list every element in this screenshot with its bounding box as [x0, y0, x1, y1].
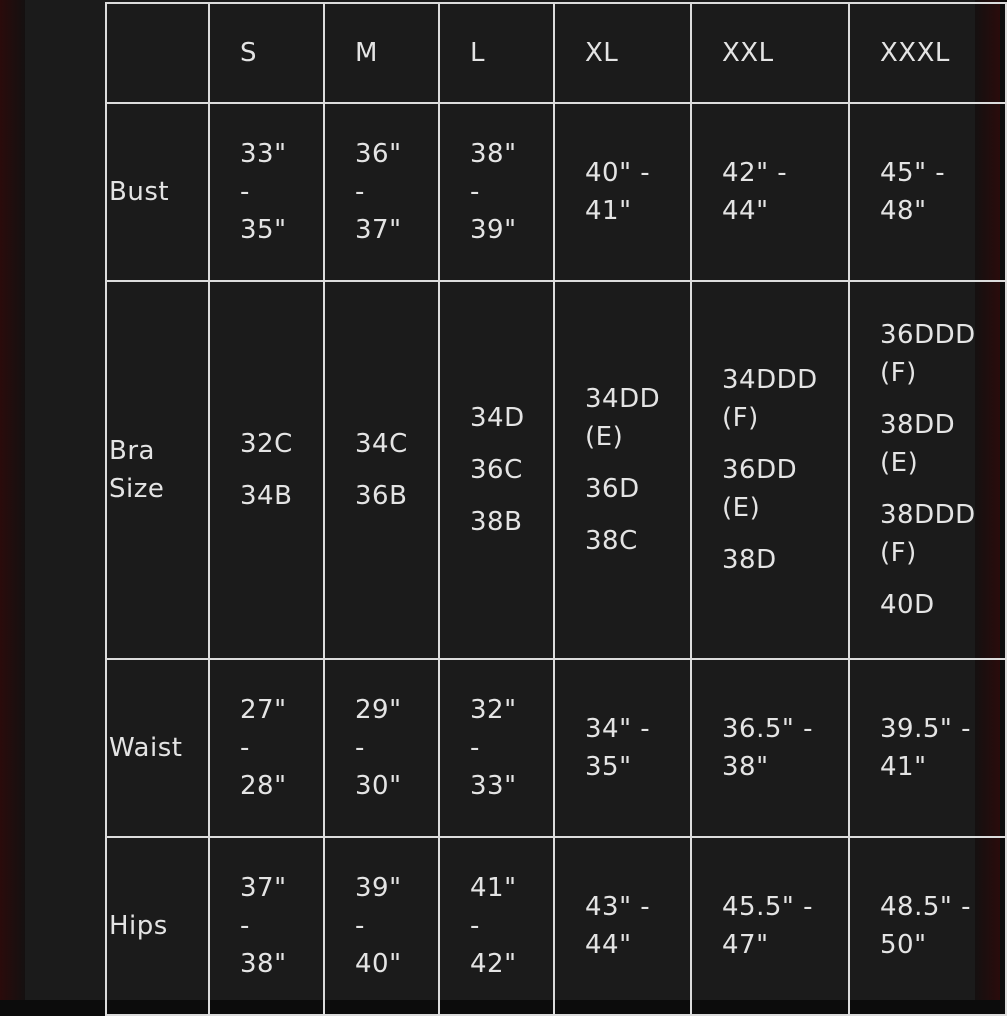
hips-xxxl-cell: 48.5" - 50" [849, 837, 1006, 1015]
hips-l-cell: 41" - 42" [439, 837, 554, 1015]
bra-xl-cell: 34DD (E) 36D 38C [554, 281, 691, 659]
size-chart-panel [25, 0, 975, 1000]
bust-row [106, 103, 1006, 281]
waist-m-cell: 29" - 30" [324, 659, 439, 837]
bra-s-cell: 32C 34B [209, 281, 324, 659]
bust-s-cell: 33" - 35" [209, 103, 324, 281]
waist-label: Waist [106, 659, 209, 837]
header-size-l: L [439, 3, 554, 103]
header-size-xl: XL [554, 3, 691, 103]
bust-xl-cell: 40" - 41" [554, 103, 691, 281]
bust-m-cell: 36" - 37" [324, 103, 439, 281]
hips-m-cell: 39" - 40" [324, 837, 439, 1015]
bra-l-cell: 34D 36C 38B [439, 281, 554, 659]
header-size-s: S [209, 3, 324, 103]
hips-s-cell: 37" - 38" [209, 837, 324, 1015]
size-chart-table [105, 2, 1007, 1016]
hips-xxl-cell: 45.5" - 47" [691, 837, 849, 1015]
waist-xxl-cell: 36.5" - 38" [691, 659, 849, 837]
waist-xxxl-cell: 39.5" - 41" [849, 659, 1006, 837]
bra-m-cell: 34C 36B [324, 281, 439, 659]
bra-xxl-cell: 34DDD (F) 36DD (E) 38D [691, 281, 849, 659]
waist-xl-cell: 34" - 35" [554, 659, 691, 837]
bust-xxxl-cell: 45" - 48" [849, 103, 1006, 281]
waist-row [106, 659, 1006, 837]
size-chart-viewport[interactable] [105, 0, 976, 1000]
header-row [106, 3, 1006, 103]
header-size-m: M [324, 3, 439, 103]
bra-size-label: Bra Size [106, 281, 209, 659]
hips-xl-cell: 43" - 44" [554, 837, 691, 1015]
header-size-xxxl: XXXL [849, 3, 1006, 103]
header-corner-cell [106, 3, 209, 103]
bust-label: Bust [106, 103, 209, 281]
hips-row [106, 837, 1006, 1015]
bra-size-row [106, 281, 1006, 659]
bra-xxxl-cell: 36DDD (F) 38DD (E) 38DDD (F) 40D [849, 281, 1006, 659]
bust-l-cell: 38" - 39" [439, 103, 554, 281]
bust-xxl-cell: 42" - 44" [691, 103, 849, 281]
waist-s-cell: 27" - 28" [209, 659, 324, 837]
header-size-xxl: XXL [691, 3, 849, 103]
waist-l-cell: 32" - 33" [439, 659, 554, 837]
hips-label: Hips [106, 837, 209, 1015]
